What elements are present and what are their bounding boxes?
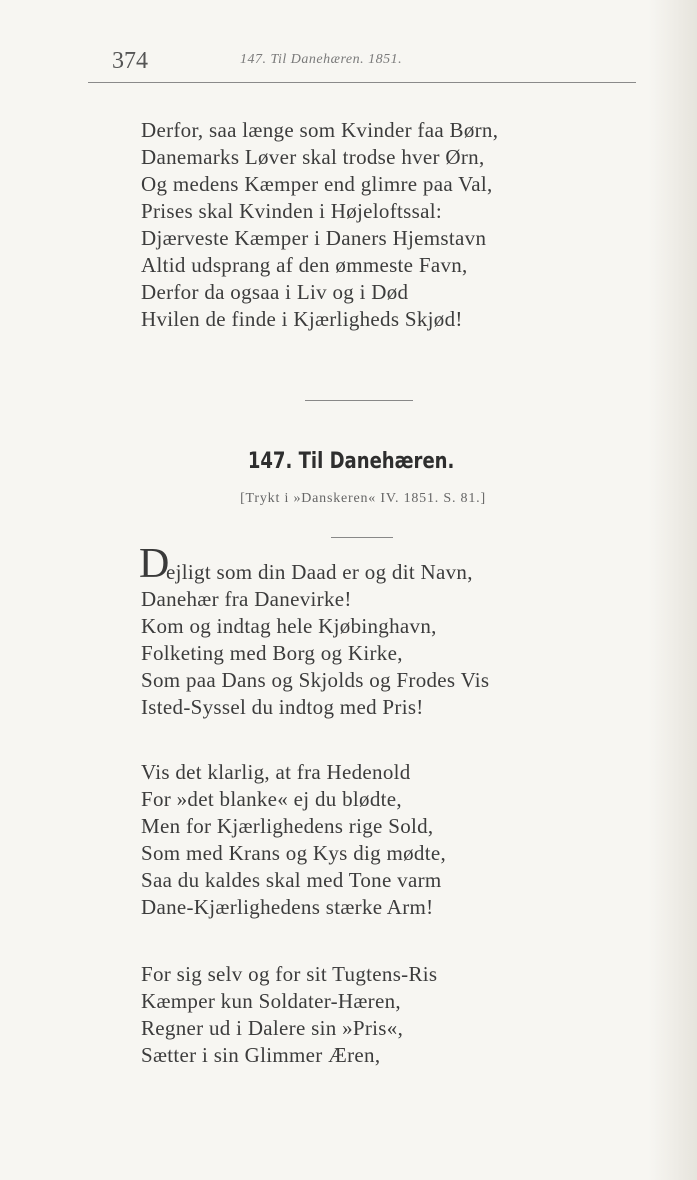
verse-line: Danehær fra Danevirke! [141,587,352,611]
verse-line: Danemarks Løver skal trodse hver Ørn, [141,145,485,169]
verse-line: Dane-Kjærlighedens stærke Arm! [141,895,434,919]
stanza-2 [141,759,446,921]
verse-line: Sætter i sin Glimmer Æren, [141,1043,381,1067]
poem-title: 147. Til Danehæren. [247,449,455,474]
first-line-text: ejligt som din Daad er og dit Navn, [166,560,473,584]
running-head-title: 147. Til Danehæren. 1851. [240,52,403,67]
verse-line: Isted-Syssel du indtog med Pris! [141,695,424,719]
verse-line: Saa du kaldes skal med Tone varm [141,868,442,892]
stanza-continued [141,117,498,333]
verse-line: Som med Krans og Kys dig mødte, [141,841,447,865]
verse-line: Kom og indtag hele Kjøbinghavn, [141,614,437,638]
stanza-1 [139,541,490,721]
verse-line: For »det blanke« ej du blødte, [141,787,402,811]
verse-line: Derfor da ogsaa i Liv og i Død [141,280,409,304]
verse-line: Derfor, saa længe som Kvinder faa Børn, [141,118,499,142]
print-note: [Trykt i »Danskeren« IV. 1851. S. 81.] [240,491,486,506]
verse-line: Kæmper kun Soldater-Hæren, [141,989,401,1013]
verse-line: Folketing med Borg og Kirke, [141,641,403,665]
verse-line: Som paa Dans og Skjolds og Frodes Vis [141,668,490,692]
verse-line: Prises skal Kvinden i Højeloftssal: [141,199,442,223]
verse-line: Djærveste Kæmper i Daners Hjemstavn [141,226,487,250]
page-number: 374 [112,48,148,74]
verse-line: For sig selv og for sit Tugtens-Ris [141,962,438,986]
title-divider [331,537,393,538]
verse-line: Hvilen de finde i Kjærligheds Skjød! [141,307,463,331]
verse-line: Og medens Kæmper end glimre paa Val, [141,172,493,196]
running-head [112,48,552,78]
verse-line: Vis det klarlig, at fra Hedenold [141,760,411,784]
verse-line-first [139,541,489,587]
verse-line: Regner ud i Dalere sin »Pris«, [141,1016,404,1040]
stanza-3 [141,961,437,1069]
verse-line: Men for Kjærlighedens rige Sold, [141,814,434,838]
header-rule [88,82,636,83]
verse-line: Altid udsprang af den ømmeste Favn, [141,253,468,277]
section-divider [305,400,413,401]
drop-cap: D [139,541,170,587]
